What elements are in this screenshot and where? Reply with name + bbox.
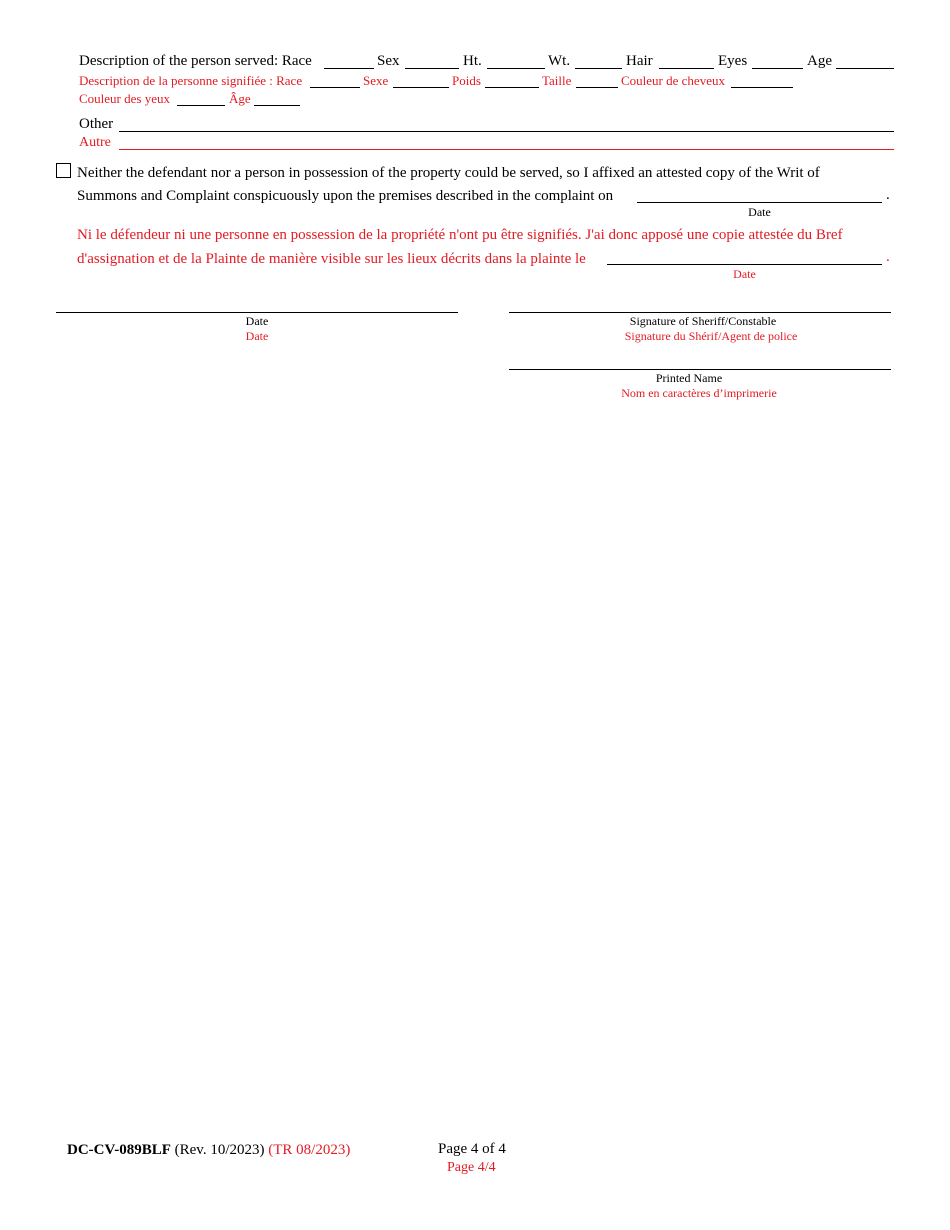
signature-date-field[interactable] bbox=[56, 312, 458, 313]
neither-en-line2: Summons and Complaint conspicuously upon the premises described in the complaint on bbox=[77, 188, 614, 204]
printed-name-caption-en: Printed Name bbox=[655, 371, 723, 385]
age-label-fr: Âge bbox=[229, 91, 251, 106]
affixed-date-field[interactable] bbox=[637, 202, 882, 203]
form-revision: (Rev. 10/2023) bbox=[174, 1142, 265, 1158]
poids-label-fr: Poids bbox=[452, 73, 481, 88]
affixed-date-field-fr bbox=[607, 264, 882, 265]
period-fr: . bbox=[886, 249, 890, 265]
page-number-fr: Page 4/4 bbox=[447, 1160, 496, 1175]
height-label-en: Ht. bbox=[463, 53, 482, 69]
taille-label-fr: Taille bbox=[542, 73, 572, 88]
neither-served-checkbox[interactable] bbox=[56, 163, 71, 178]
poids-field-fr-underline bbox=[485, 87, 539, 88]
description-label-en: Description of the person served: Race bbox=[79, 53, 312, 69]
sexe-field-fr-underline bbox=[393, 87, 449, 88]
age-field-fr-underline bbox=[254, 105, 300, 106]
other-field[interactable] bbox=[119, 131, 894, 132]
yeux-label-fr: Couleur des yeux bbox=[79, 91, 170, 106]
sheriff-signature-field[interactable] bbox=[509, 312, 891, 313]
cheveux-label-fr: Couleur de cheveux bbox=[621, 73, 725, 88]
printed-name-caption-fr: Nom en caractères d’imprimerie bbox=[621, 386, 777, 400]
form-footer-id bbox=[67, 1142, 350, 1159]
hair-label-en: Hair bbox=[626, 53, 653, 69]
sheriff-signature-caption-fr: Signature du Shérif/Agent de police bbox=[624, 329, 798, 343]
sex-label-en: Sex bbox=[377, 53, 400, 69]
race-field[interactable] bbox=[324, 68, 374, 69]
description-label-fr: Description de la personne signifiée : Race bbox=[79, 73, 303, 88]
printed-name-field[interactable] bbox=[509, 369, 891, 370]
eyes-label-en: Eyes bbox=[718, 53, 748, 69]
sheriff-signature-caption-en: Signature of Sheriff/Constable bbox=[629, 314, 777, 328]
form-id: DC-CV-089BLF bbox=[67, 1142, 171, 1158]
age-label-en: Age bbox=[807, 53, 832, 69]
sexe-label-fr: Sexe bbox=[363, 73, 389, 88]
eyes-field[interactable] bbox=[752, 68, 803, 69]
period-en: . bbox=[886, 187, 890, 203]
page-number-en: Page 4 of 4 bbox=[438, 1141, 506, 1157]
cheveux-field-fr-underline bbox=[731, 87, 793, 88]
age-field[interactable] bbox=[836, 68, 894, 69]
affixed-date-caption-fr: Date bbox=[733, 267, 756, 281]
form-translation-revision: (TR 08/2023) bbox=[268, 1142, 351, 1158]
weight-field[interactable] bbox=[575, 68, 622, 69]
taille-field-fr-underline bbox=[576, 87, 618, 88]
height-field[interactable] bbox=[487, 68, 545, 69]
race-field-fr-underline bbox=[310, 87, 360, 88]
neither-fr-line2: d'assignation et de la Plainte de manière visible sur les lieux décrits dans la plainte le bbox=[77, 251, 586, 267]
weight-label-en: Wt. bbox=[548, 53, 571, 69]
affixed-date-caption-en: Date bbox=[748, 205, 771, 219]
other-field-fr-underline bbox=[119, 149, 894, 150]
yeux-field-fr-underline bbox=[177, 105, 225, 106]
signature-date-caption-fr: Date bbox=[245, 329, 269, 343]
neither-en-line1: Neither the defendant nor a person in possession of the property could be served, so I affixed an attested copy of the Writ of bbox=[77, 165, 820, 181]
other-label-fr: Autre bbox=[79, 135, 111, 150]
neither-fr-line1: Ni le défendeur ni une personne en possession de la propriété n'ont pu être signifiés. J'ai donc apposé une copie attestée du Bref bbox=[77, 227, 843, 243]
sex-field[interactable] bbox=[405, 68, 459, 69]
signature-date-caption-en: Date bbox=[245, 314, 269, 328]
hair-field[interactable] bbox=[659, 68, 714, 69]
other-label-en: Other bbox=[79, 116, 114, 132]
